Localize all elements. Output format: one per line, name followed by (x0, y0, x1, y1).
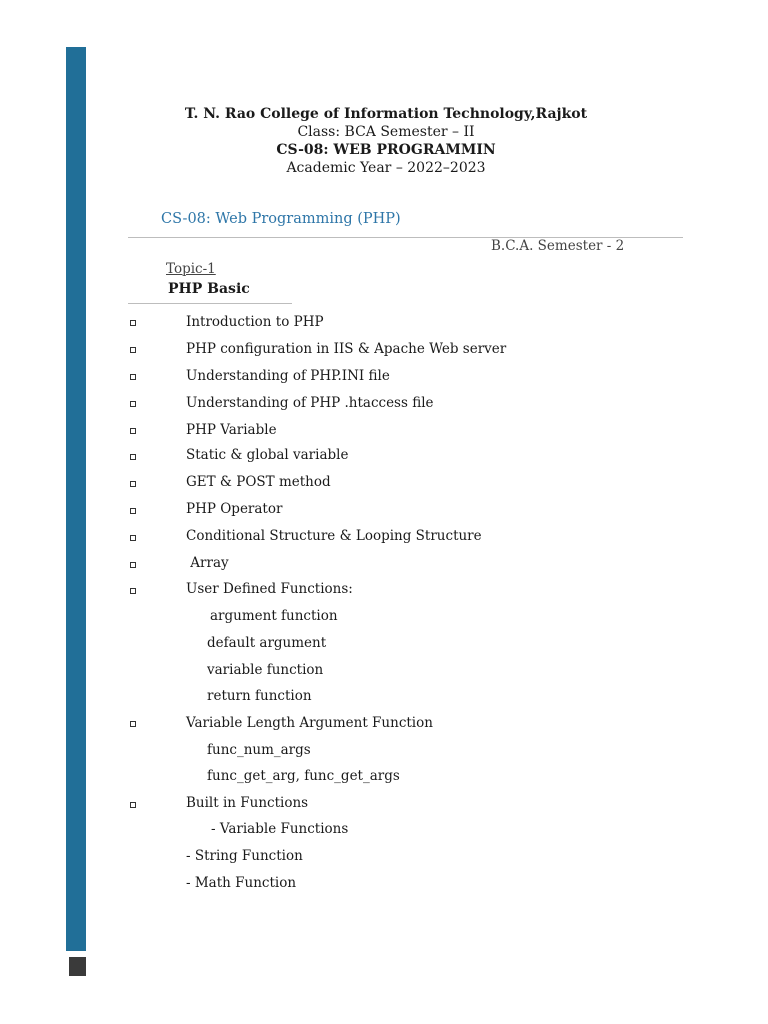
list-item: User Defined Functions: (186, 581, 353, 597)
list-item: Built in Functions (186, 795, 309, 811)
list-item: PHP Operator (186, 501, 283, 517)
bullet-marker (130, 562, 136, 568)
list-item: Static & global variable (186, 447, 349, 463)
semester-label: B.C.A. Semester - 2 (491, 238, 625, 254)
sub-list-item: - Math Function (186, 875, 297, 891)
side-accent-bar (66, 47, 86, 951)
topic-title: PHP Basic (168, 281, 250, 297)
list-item: PHP Variable (186, 422, 277, 438)
sub-list-item: variable function (207, 662, 324, 678)
academic-year: Academic Year – 2022–2023 (286, 160, 486, 176)
bullet-marker (130, 320, 136, 326)
course-code: CS-08: WEB PROGRAMMIN (276, 142, 496, 158)
bullet-marker (130, 454, 136, 460)
topic-label: Topic-1 (166, 261, 216, 277)
side-accent-square (69, 957, 86, 976)
bullet-marker (130, 721, 136, 727)
sub-list-item: - Variable Functions (211, 821, 349, 837)
course-title: CS-08: Web Programming (PHP) (161, 211, 401, 227)
document-header (100, 105, 672, 177)
bullet-marker (130, 347, 136, 353)
list-item: Variable Length Argument Function (186, 715, 433, 731)
list-item: Conditional Structure & Looping Structure (186, 528, 482, 544)
list-item: Array (186, 555, 229, 571)
topic-underline (128, 303, 292, 304)
bullet-marker (130, 374, 136, 380)
class-line: Class: BCA Semester – II (297, 124, 475, 140)
list-item: Understanding of PHP .htaccess file (186, 395, 434, 411)
bullet-marker (130, 401, 136, 407)
list-item: Understanding of PHP.INI file (186, 368, 390, 384)
sub-list-item: argument function (210, 608, 338, 624)
list-item: GET & POST method (186, 474, 331, 490)
bullet-marker (130, 481, 136, 487)
sub-list-item: func_num_args (207, 742, 311, 758)
bullet-marker (130, 535, 136, 541)
list-item: PHP configuration in IIS & Apache Web server (186, 341, 507, 357)
bullet-marker (130, 508, 136, 514)
bullet-marker (130, 588, 136, 594)
bullet-marker (130, 428, 136, 434)
sub-list-item: default argument (207, 635, 327, 651)
sub-list-item: - String Function (186, 848, 303, 864)
list-item: Introduction to PHP (186, 314, 324, 330)
college-name: T. N. Rao College of Information Technology,Rajkot (184, 106, 588, 122)
sub-list-item: func_get_arg, func_get_args (207, 768, 400, 784)
sub-list-item: return function (207, 688, 312, 704)
bullet-marker (130, 802, 136, 808)
